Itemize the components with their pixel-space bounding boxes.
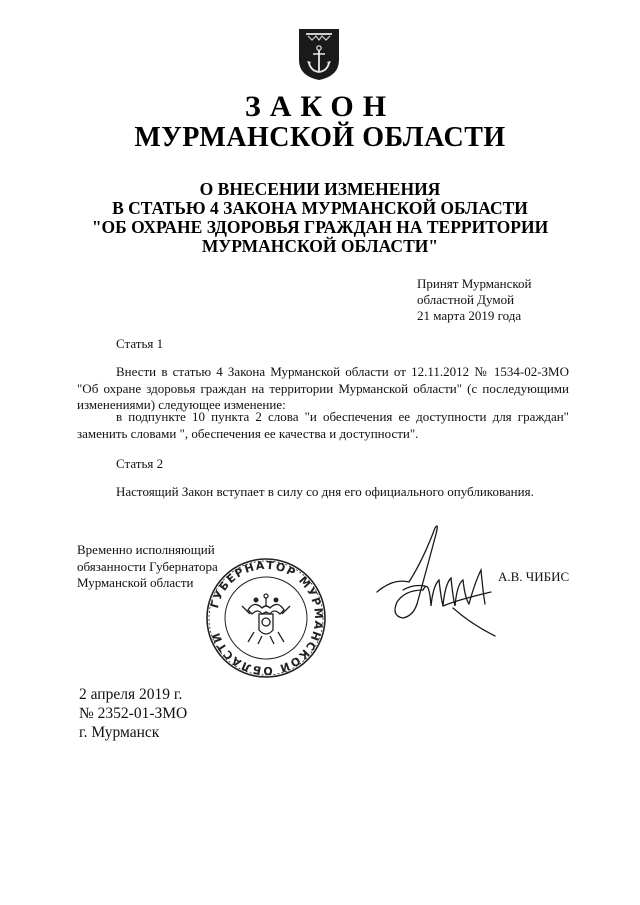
seal-icon xyxy=(204,556,328,680)
article-1-paragraph-1 xyxy=(77,364,569,414)
law-number: № 2352-01-ЗМО xyxy=(79,705,188,722)
article-2-heading: Статья 2 xyxy=(116,456,164,471)
adoption-note xyxy=(417,276,532,324)
signature-icon xyxy=(373,520,498,640)
signing-city: г. Мурманск xyxy=(79,724,160,741)
region-title: МУРМАНСКОЙ ОБЛАСТИ xyxy=(134,122,506,153)
subject-line: МУРМАНСКОЙ ОБЛАСТИ" xyxy=(201,236,439,256)
signatory-title xyxy=(77,542,218,592)
adoption-line: областной Думой xyxy=(417,292,515,307)
official-seal xyxy=(204,556,328,680)
article-2-text: Настоящий Закон вступает в силу со дня его официального опубликования. xyxy=(116,484,534,499)
adoption-date: 21 марта 2019 года xyxy=(417,308,522,323)
subject-line: "ОБ ОХРАНЕ ЗДОРОВЬЯ ГРАЖДАН НА ТЕРРИТОРИИ xyxy=(91,217,549,237)
article-1-text-2: в подпункте 10 пункта 2 слова "и обеспечения ее доступности для граждан" заменить словами ", обеспечения ее качества и доступности". xyxy=(77,409,569,441)
signatory-title-line: Мурманской области xyxy=(77,575,194,590)
article-1-heading: Статья 1 xyxy=(116,336,164,351)
signatory-name: А.В. ЧИБИС xyxy=(498,569,570,584)
coat-of-arms-icon xyxy=(296,26,342,82)
signatory-title-line: обязанности Губернатора xyxy=(77,558,218,574)
law-title: ЗАКОН xyxy=(244,90,396,123)
coat-of-arms-emblem xyxy=(296,26,342,82)
article-1-paragraph-2 xyxy=(77,409,569,442)
subject-line: В СТАТЬЮ 4 ЗАКОНА МУРМАНСКОЙ ОБЛАСТИ xyxy=(112,198,528,218)
signatory-title-line: Временно исполняющий xyxy=(77,542,215,557)
article-1-text-1: Внести в статью 4 Закона Мурманской области от 12.11.2012 № 1534-02-ЗМО "Об охране здоровья граждан на территории Мурманской области" (с последующими изменениями) следующее изменение: xyxy=(77,364,569,412)
handwritten-signature xyxy=(373,520,498,640)
article-2-paragraph xyxy=(77,484,569,501)
adoption-line: Принят Мурманской xyxy=(417,276,532,291)
subject-line: О ВНЕСЕНИИ ИЗМЕНЕНИЯ xyxy=(199,179,441,199)
signing-date: 2 апреля 2019 г. xyxy=(79,686,183,703)
seal-text: ГУБЕРНАТОР МУРМАНСКОЙ ОБЛАСТИ xyxy=(208,558,326,678)
